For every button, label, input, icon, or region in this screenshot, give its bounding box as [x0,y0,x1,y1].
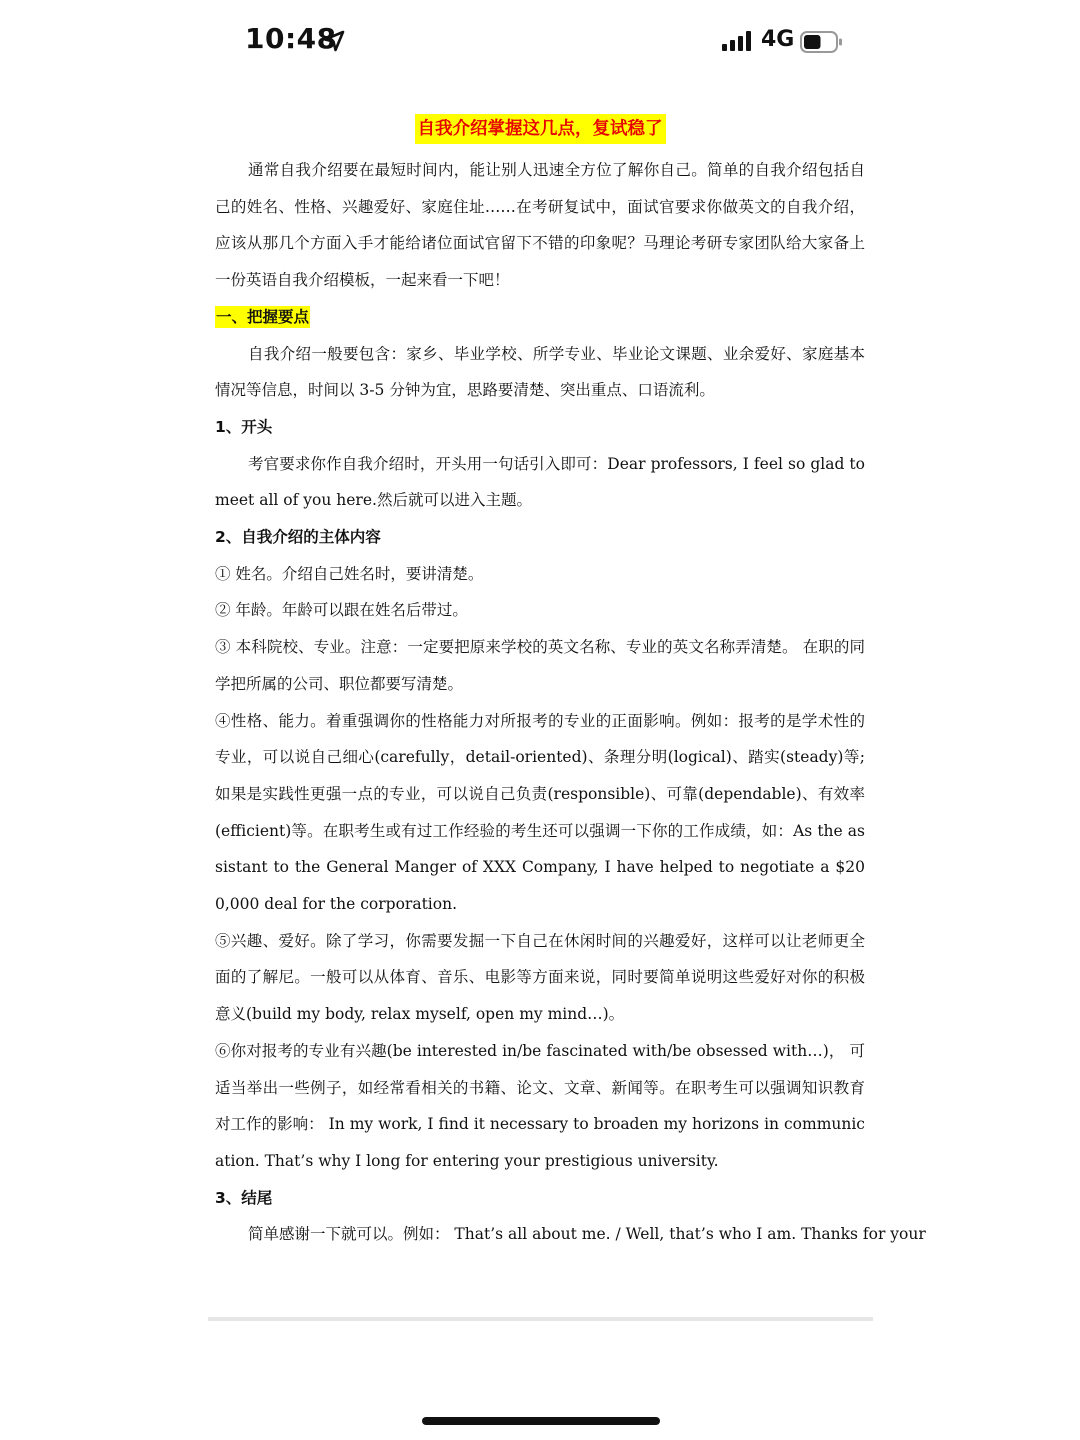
subheading-closing: 3、结尾 [215,1188,273,1207]
location-arrow-icon [323,30,345,52]
battery-level-fill [804,35,821,49]
section-heading-text: 一、把握要点 [216,307,310,326]
list-item-age: ② 年龄。年龄可以跟在姓名后带过。 [215,601,468,620]
list-item-personality: ④性格、能力。着重强调你的性格能力对所报考的专业的正面影响。例如：报考的是学术性的专业，可以说自己细心(carefully，detail-oriented)、条理分明(logical)、踏实(steady)等;如果是实践性更强一点的专业，可以说自己负责(responsible)、可靠(dependable)、有效率(efficient)等。在职考生或有过工作经验的考生还可以强调一下你的工作成绩，如：As the assistant to the General Manger of XXX Company, I have helped to negotiate a $200,000 deal for the corporation. [215,711,865,914]
status-time: 10:48 [245,22,337,55]
list-item-interest-in-major: ⑥你对报考的专业有兴趣(be interested in/be fascinated with/be obsessed with…)， 可适当举出一些例子，如经常看相关的书籍、论文、文章、新闻等。在职考生可以强调知识教育对工作的影响： In my work, I find it necessary to broaden my horizons in communication. That’s why I long for entering your prestigious university. [215,1041,865,1170]
document-title: 自我介绍掌握这几点，复试稳了 [415,114,666,144]
list-item-hobbies: ⑤兴趣、爱好。除了学习，你需要发掘一下自己在休闲时间的兴趣爱好，这样可以让老师更全面的了解尼。一般可以从体育、音乐、电影等方面来说，同时要简单说明这些爱好对你的积极意义(build my body, relax myself, open my mind…)。 [215,931,865,1024]
section-heading-key-points [215,299,865,336]
home-indicator[interactable] [422,1417,660,1425]
closing-paragraph: 简单感谢一下就可以。例如： That’s all about me. / Well, that’s who I am. Thanks for your [248,1225,926,1244]
subheading-main-content: 2、自我介绍的主体内容 [215,528,381,547]
opening-paragraph: 考官要求你作自我介绍时，开头用一句话引入即可：Dear professors, I feel so glad to meet all of you here.然后就可以进入主题。 [215,454,865,510]
signal-bars-icon [722,31,754,51]
list-item-name: ① 姓名。介绍自己姓名时，要讲清楚。 [215,564,484,583]
document-page [215,112,926,1244]
list-item-school-major: ③ 本科院校、专业。注意：一定要把原来学校的英文名称、专业的英文名称弄清楚。 在职的同学把所属的公司、职位都要写清楚。 [215,638,865,693]
subheading-opening: 1、开头 [215,417,273,436]
intro-paragraph: 通常自我介绍要在最短时间内，能让别人迅速全方位了解你自己。简单的自我介绍包括自己的姓名、性格、兴趣爱好、家庭住址……在考研复试中，面试官要求你做英文的自我介绍，应该从那几个方面入手才能给诸位面试官留下不错的印象呢？马理论考研专家团队给大家备上一份英语自我介绍模板，一起来看一下吧！ [215,161,865,290]
page-divider [208,1317,873,1321]
battery-icon [800,31,844,53]
network-type: 4G [761,27,795,52]
status-bar [0,0,1080,90]
title-container [215,112,865,146]
key-points-paragraph: 自我介绍一般要包含：家乡、毕业学校、所学专业、毕业论文课题、业余爱好、家庭基本情况等信息，时间以 3-5 分钟为宜，思路要清楚、突出重点、口语流利。 [215,344,865,400]
